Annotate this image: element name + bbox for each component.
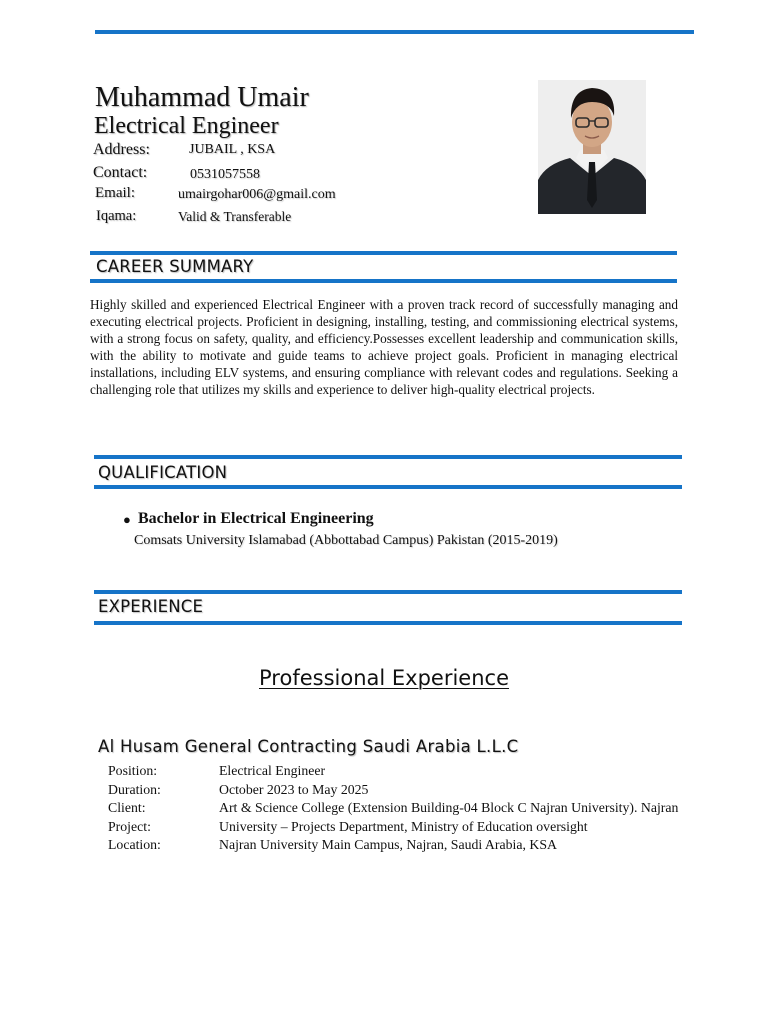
duration-label: Duration: <box>108 781 161 797</box>
candidate-name: Muhammad Umair <box>95 82 309 113</box>
position-label: Position: <box>108 763 158 778</box>
iqama-value: Valid & Transferable <box>178 209 292 224</box>
career-summary-bottom-rule <box>90 279 677 283</box>
experience-top-rule <box>94 590 682 594</box>
profile-photo <box>538 80 646 214</box>
experience-heading: EXPERIENCE <box>98 597 204 616</box>
client-value: Art & Science College (Extension Building-04 Block C Najran University). Najran <box>219 800 679 815</box>
client-label: Client: <box>108 800 146 815</box>
position-value: Electrical Engineer <box>219 763 326 778</box>
degree-bullet: ● <box>123 512 131 527</box>
candidate-title: Electrical Engineer <box>94 113 279 139</box>
university-line: Comsats University Islamabad (Abbottabad Campus) Pakistan (2015-2019) <box>134 533 558 548</box>
contact-label: Contact: <box>93 164 148 181</box>
qualification-bottom-rule <box>94 485 682 489</box>
email-value: umairgohar006@gmail.com <box>178 187 336 202</box>
company-name: Al Husam General Contracting Saudi Arabia L.L.C <box>98 737 519 756</box>
project-label: Project: <box>108 818 151 834</box>
email-label: Email: <box>95 185 135 201</box>
address-label: Address: <box>93 141 150 158</box>
career-summary-heading: CAREER SUMMARY <box>96 257 254 276</box>
qualification-top-rule <box>94 455 682 459</box>
location-value: Najran University Main Campus, Najran, Saudi Arabia, KSA <box>219 837 557 852</box>
career-summary-text: Highly skilled and experienced Electrical Engineer with a proven track record of successfully managing and executing electrical projects. Proficient in designing, installing, testing, and commissioning electrical systems, with a strong focus on safety, quality, and efficiency.Possesses excellent leadership and communication skills, with the ability to motivate and guide teams to achieve project goals. Proficient in managing electrical installations, including ELV systems, and ensuring compliance with relevant codes and regulations. Seeking a challenging role that utilizes my skills and experience to deliver high-quality electrical projects. <box>90 297 678 397</box>
qualification-heading: QUALIFICATION <box>98 463 228 482</box>
location-label: Location: <box>108 837 161 852</box>
career-summary-top-rule <box>90 251 677 255</box>
experience-bottom-rule <box>94 621 682 625</box>
professional-experience-heading: Professional Experience <box>259 666 509 690</box>
top-rule <box>95 30 694 34</box>
project-value: University – Projects Department, Ministry of Education oversight <box>219 818 588 834</box>
contact-value: 0531057558 <box>190 167 260 182</box>
degree-title: Bachelor in Electrical Engineering <box>138 510 374 527</box>
address-value: JUBAIL , KSA <box>189 142 276 157</box>
duration-value: October 2023 to May 2025 <box>219 781 369 797</box>
iqama-label: Iqama: <box>96 208 137 224</box>
